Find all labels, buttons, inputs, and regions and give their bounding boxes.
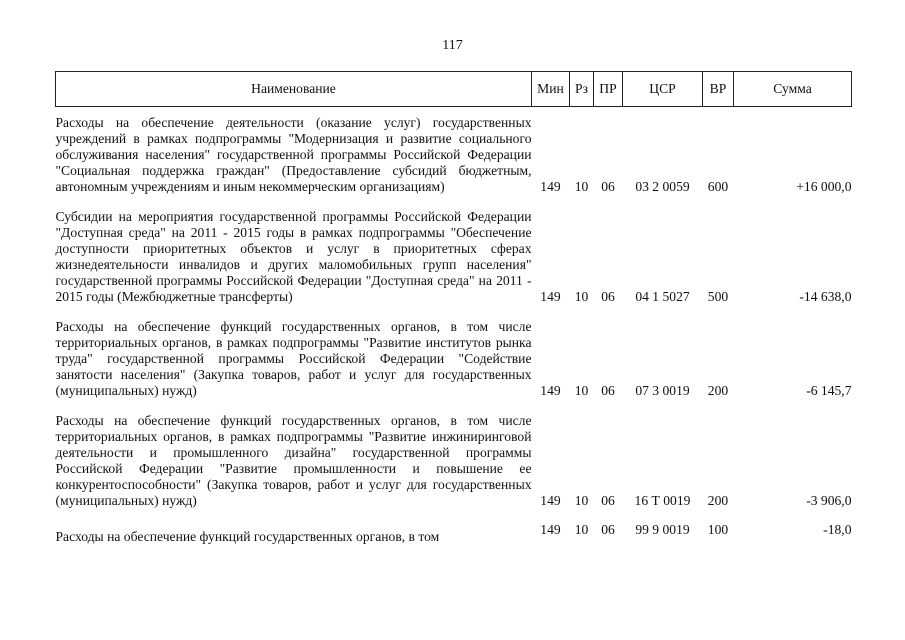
row-csr: 04 1 5027 bbox=[635, 289, 690, 304]
row-min: 149 bbox=[540, 493, 561, 508]
header-vr: ВР bbox=[703, 72, 734, 107]
row-name: Расходы на обеспечение функций государственных органов, в том числе территориальных органов, в рамках подпрограммы "Развитие институтов рынка труда" государственной программы Российской Федерации "Содействие занятости населения" (Закупка товаров, работ и услуг для государственных (муниципальных) нужд) bbox=[55, 319, 532, 398]
header-min: Мин bbox=[532, 72, 570, 107]
header-sum: Сумма bbox=[734, 72, 852, 107]
row-vr: 600 bbox=[707, 179, 729, 194]
row-sum: -18,0 bbox=[823, 522, 852, 537]
row-csr: 99 9 0019 bbox=[635, 522, 690, 537]
row-vr: 200 bbox=[707, 383, 729, 398]
row-rz: 10 bbox=[574, 522, 589, 537]
row-min: 149 bbox=[540, 522, 561, 537]
page-number: 117 bbox=[442, 38, 463, 53]
row-name: Расходы на обеспечение деятельности (оказание услуг) государственных учреждений в рамках подпрограммы "Модернизация и развитие социального обслуживания населения" государственной программы Российской Федерации "Социальная поддержка граждан" (Предоставление субсидий бюджетным, автономным учреждениям и иным некоммерческим организациям) bbox=[55, 115, 532, 194]
table-row bbox=[56, 399, 852, 509]
row-vr: 500 bbox=[707, 289, 729, 304]
row-csr: 16 Т 0019 bbox=[634, 493, 691, 508]
row-name: Расходы на обеспечение функций государственных органов, в том числе территориальных органов, в рамках подпрограммы "Развитие инжиниринговой деятельности и промышленного дизайна" государственной программы Российской Федерации "Развитие промышленности и повышение ее конкурентоспособности" (Закупка товаров, работ и услуг для государственных (муниципальных) нужд) bbox=[55, 413, 532, 508]
row-sum: -14 638,0 bbox=[799, 289, 852, 304]
row-name: Субсидии на мероприятия государственной программы Российской Федерации "Доступная среда" на 2011 - 2015 годы в рамках подпрограммы "Обеспечение доступности приоритетных объектов и услуг в приоритетных сферах жизнедеятельности инвалидов и других маломобильных групп населения" государственной программы Российской Федерации "Доступная среда" на 2011 - 2015 годы (Межбюджетные трансферты) bbox=[55, 209, 532, 304]
table-row bbox=[56, 509, 852, 545]
header-csr: ЦСР bbox=[623, 72, 703, 107]
row-vr: 200 bbox=[707, 493, 729, 508]
row-pr: 06 bbox=[601, 493, 615, 508]
row-pr: 06 bbox=[601, 383, 615, 398]
row-pr: 06 bbox=[601, 522, 615, 537]
row-rz: 10 bbox=[574, 383, 589, 398]
header-pr: ПР bbox=[594, 72, 623, 107]
table-row bbox=[56, 305, 852, 399]
row-vr: 100 bbox=[707, 522, 729, 537]
row-min: 149 bbox=[540, 289, 561, 304]
row-rz: 10 bbox=[574, 289, 589, 304]
table-row bbox=[56, 107, 852, 196]
row-sum: +16 000,0 bbox=[796, 179, 852, 194]
row-min: 149 bbox=[540, 383, 561, 398]
row-pr: 06 bbox=[601, 289, 615, 304]
row-rz: 10 bbox=[574, 179, 589, 194]
header-rz: Рз bbox=[570, 72, 594, 107]
row-pr: 06 bbox=[601, 179, 615, 194]
row-min: 149 bbox=[540, 179, 561, 194]
row-rz: 10 bbox=[574, 493, 589, 508]
table-header-row bbox=[56, 72, 852, 107]
header-name: Наименование bbox=[56, 72, 532, 107]
table-row bbox=[56, 195, 852, 305]
row-csr: 03 2 0059 bbox=[635, 179, 690, 194]
row-csr: 07 3 0019 bbox=[635, 383, 690, 398]
row-sum: -6 145,7 bbox=[806, 383, 852, 398]
row-sum: -3 906,0 bbox=[806, 493, 852, 508]
row-name: Расходы на обеспечение функций государственных органов, в том bbox=[55, 529, 440, 544]
budget-table bbox=[55, 71, 852, 545]
